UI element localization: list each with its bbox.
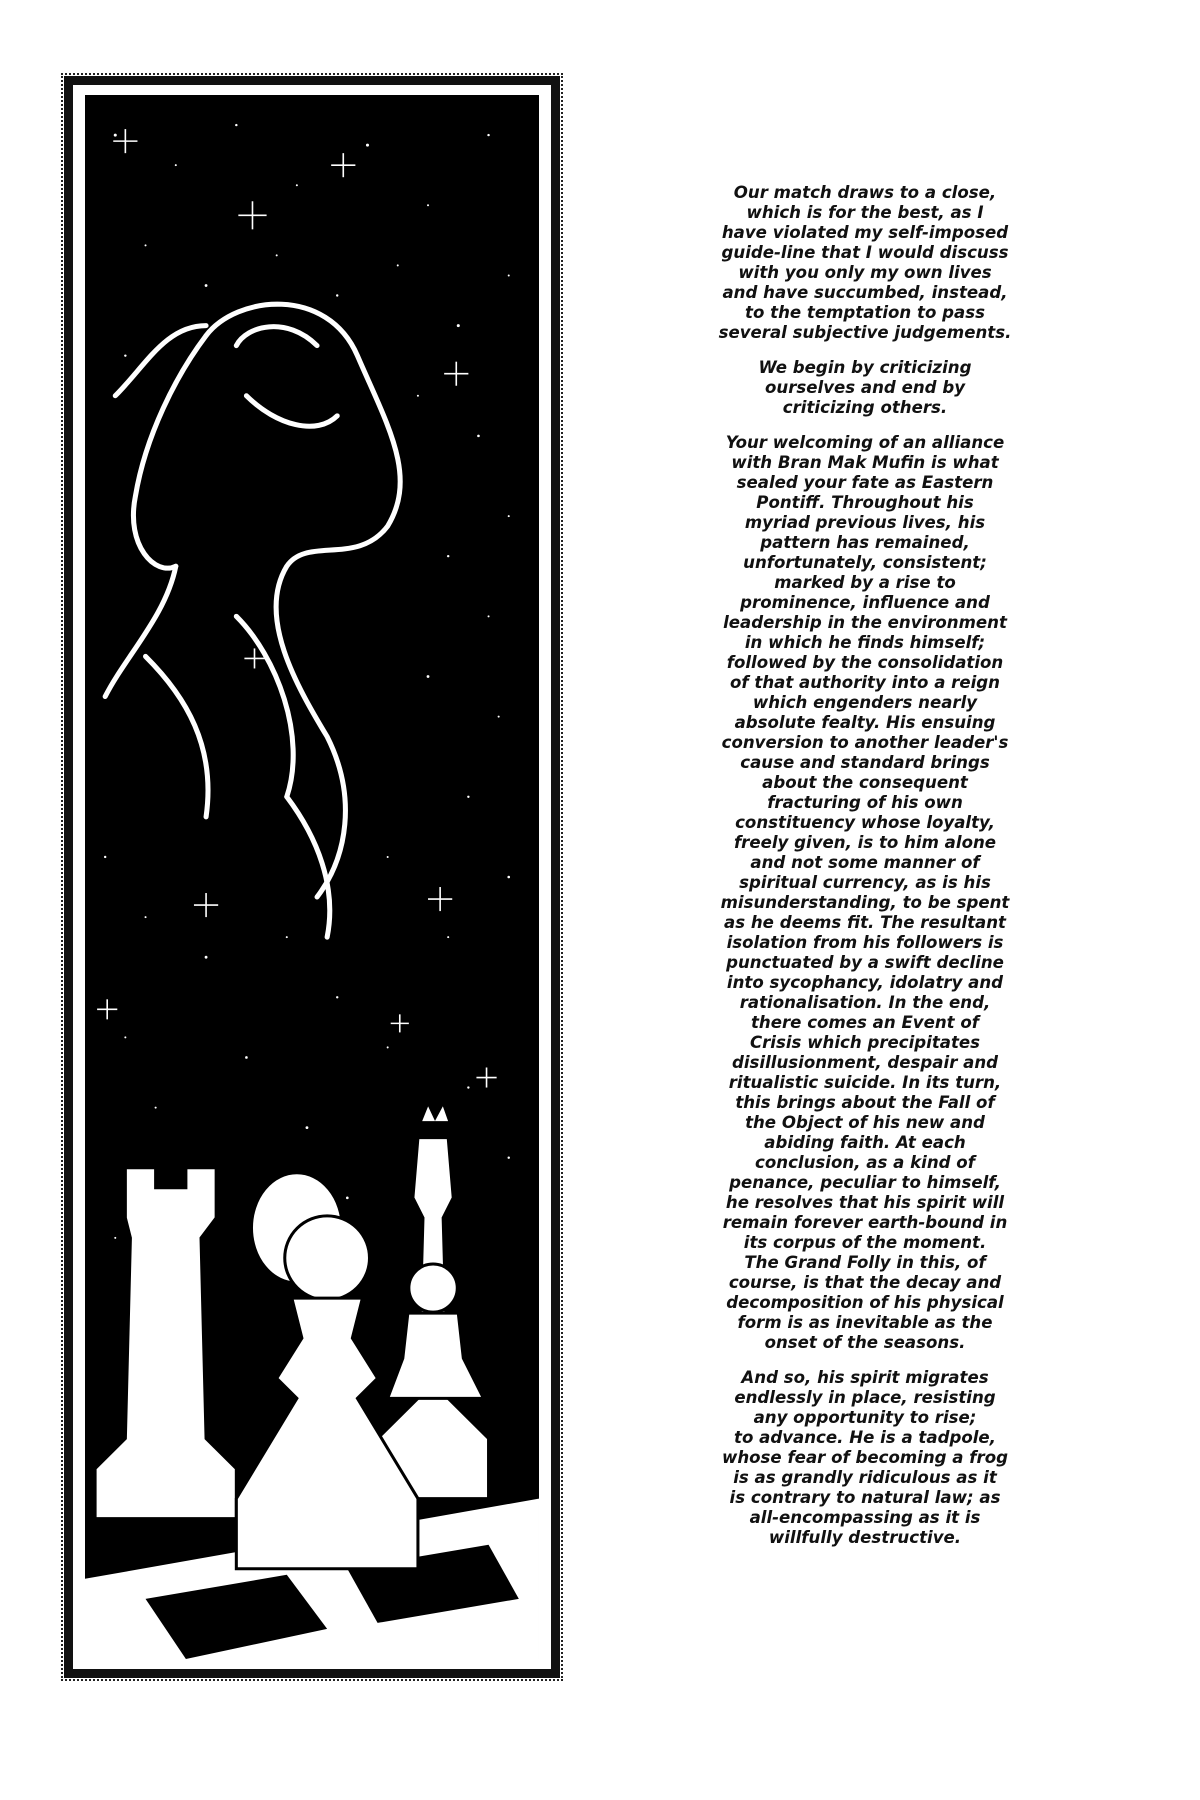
text-line: fracturing of his own — [767, 793, 963, 812]
text-line: which engenders nearly — [752, 693, 978, 712]
text-line: remain forever earth-bound in — [722, 1213, 1008, 1232]
text-line: sealed your fate as Eastern — [736, 473, 994, 492]
text-line: Crisis which precipitates — [749, 1033, 981, 1052]
text-line: We begin by criticizing — [758, 358, 972, 377]
text-line: of that authority into a reign — [729, 673, 1000, 692]
text-line: disillusionment, despair and — [731, 1053, 999, 1072]
paragraph-3 — [690, 433, 1040, 1353]
text-line: any opportunity to rise; — [753, 1408, 977, 1427]
text-line: onset of the seasons. — [764, 1333, 966, 1352]
text-line: spiritual currency, as is his — [739, 873, 991, 892]
text-line: Our match draws to a close, — [733, 183, 997, 202]
text-line: form is as inevitable as the — [737, 1313, 993, 1332]
paragraph-4 — [690, 1368, 1040, 1548]
text-line: unfortunately, consistent; — [743, 553, 987, 572]
text-line: into sycophancy, idolatry and — [726, 973, 1004, 992]
illustration-panel — [64, 76, 560, 1678]
text-line: in which he finds himself; — [744, 633, 986, 652]
paragraph-2 — [690, 358, 1040, 418]
body-text-column — [690, 183, 1040, 1563]
text-line: there comes an Event of — [751, 1013, 979, 1032]
text-line: decomposition of his physical — [726, 1293, 1004, 1312]
text-line: about the consequent — [762, 773, 968, 792]
text-line: conclusion, as a kind of — [755, 1153, 975, 1172]
text-line: is as grandly ridiculous as it — [733, 1468, 997, 1487]
text-line: he resolves that his spirit will — [725, 1193, 1005, 1212]
text-line: several subjective judgements. — [718, 323, 1012, 342]
text-line: myriad previous lives, his — [744, 513, 986, 532]
text-line: with you only my own lives — [738, 263, 992, 282]
text-line: all-encompassing as it is — [749, 1508, 981, 1527]
text-line: ourselves and end by — [764, 378, 966, 397]
text-line: and not some manner of — [750, 853, 980, 872]
text-line: ritualistic suicide. In its turn, — [728, 1073, 1002, 1092]
text-line: and have succumbed, instead, — [722, 283, 1008, 302]
text-line: leadership in the environment — [723, 613, 1007, 632]
text-line: as he deems fit. The resultant — [724, 913, 1006, 932]
text-line: willfully destructive. — [768, 1528, 962, 1547]
text-line: rationalisation. In the end, — [739, 993, 991, 1012]
text-line: whose fear of becoming a frog — [722, 1448, 1008, 1467]
text-line: endlessly in place, resisting — [734, 1388, 996, 1407]
text-line: is contrary to natural law; as — [729, 1488, 1001, 1507]
text-line: have violated my self-imposed — [721, 223, 1009, 242]
text-line: freely given, is to him alone — [733, 833, 997, 852]
text-line: misunderstanding, to be spent — [720, 893, 1010, 912]
text-line: isolation from his followers is — [726, 933, 1004, 952]
text-line: marked by a rise to — [774, 573, 956, 592]
text-line: criticizing others. — [782, 398, 948, 417]
text-line: punctuated by a swift decline — [726, 953, 1004, 972]
text-line: pattern has remained, — [760, 533, 970, 552]
text-line: The Grand Folly in this, of — [744, 1253, 986, 1272]
text-line: this brings about the Fall of — [735, 1093, 995, 1112]
text-line: abiding faith. At each — [764, 1133, 966, 1152]
text-line: to the temptation to pass — [745, 303, 985, 322]
text-line: cause and standard brings — [740, 753, 990, 772]
text-line: its corpus of the moment. — [743, 1233, 987, 1252]
text-line: the Object of his new and — [745, 1113, 985, 1132]
text-line: conversion to another leader's — [721, 733, 1009, 752]
text-line: Pontiff. Throughout his — [756, 493, 974, 512]
text-line: followed by the consolidation — [726, 653, 1004, 672]
text-line: absolute fealty. His ensuing — [734, 713, 996, 732]
text-line: constituency whose loyalty, — [735, 813, 995, 832]
paragraph-1 — [690, 183, 1040, 343]
text-line: which is for the best, as I — [746, 203, 984, 222]
text-line: course, is that the decay and — [728, 1273, 1002, 1292]
text-line: And so, his spirit migrates — [741, 1368, 989, 1387]
text-line: penance, peculiar to himself, — [729, 1173, 1001, 1192]
text-line: with Bran Mak Mufin is what — [731, 453, 999, 472]
text-line: guide-line that I would discuss — [721, 243, 1009, 262]
text-line: to advance. He is a tadpole, — [734, 1428, 996, 1447]
text-line: Your welcoming of an alliance — [725, 433, 1005, 452]
starfield-illustration — [85, 95, 539, 1659]
text-line: prominence, influence and — [740, 593, 990, 612]
